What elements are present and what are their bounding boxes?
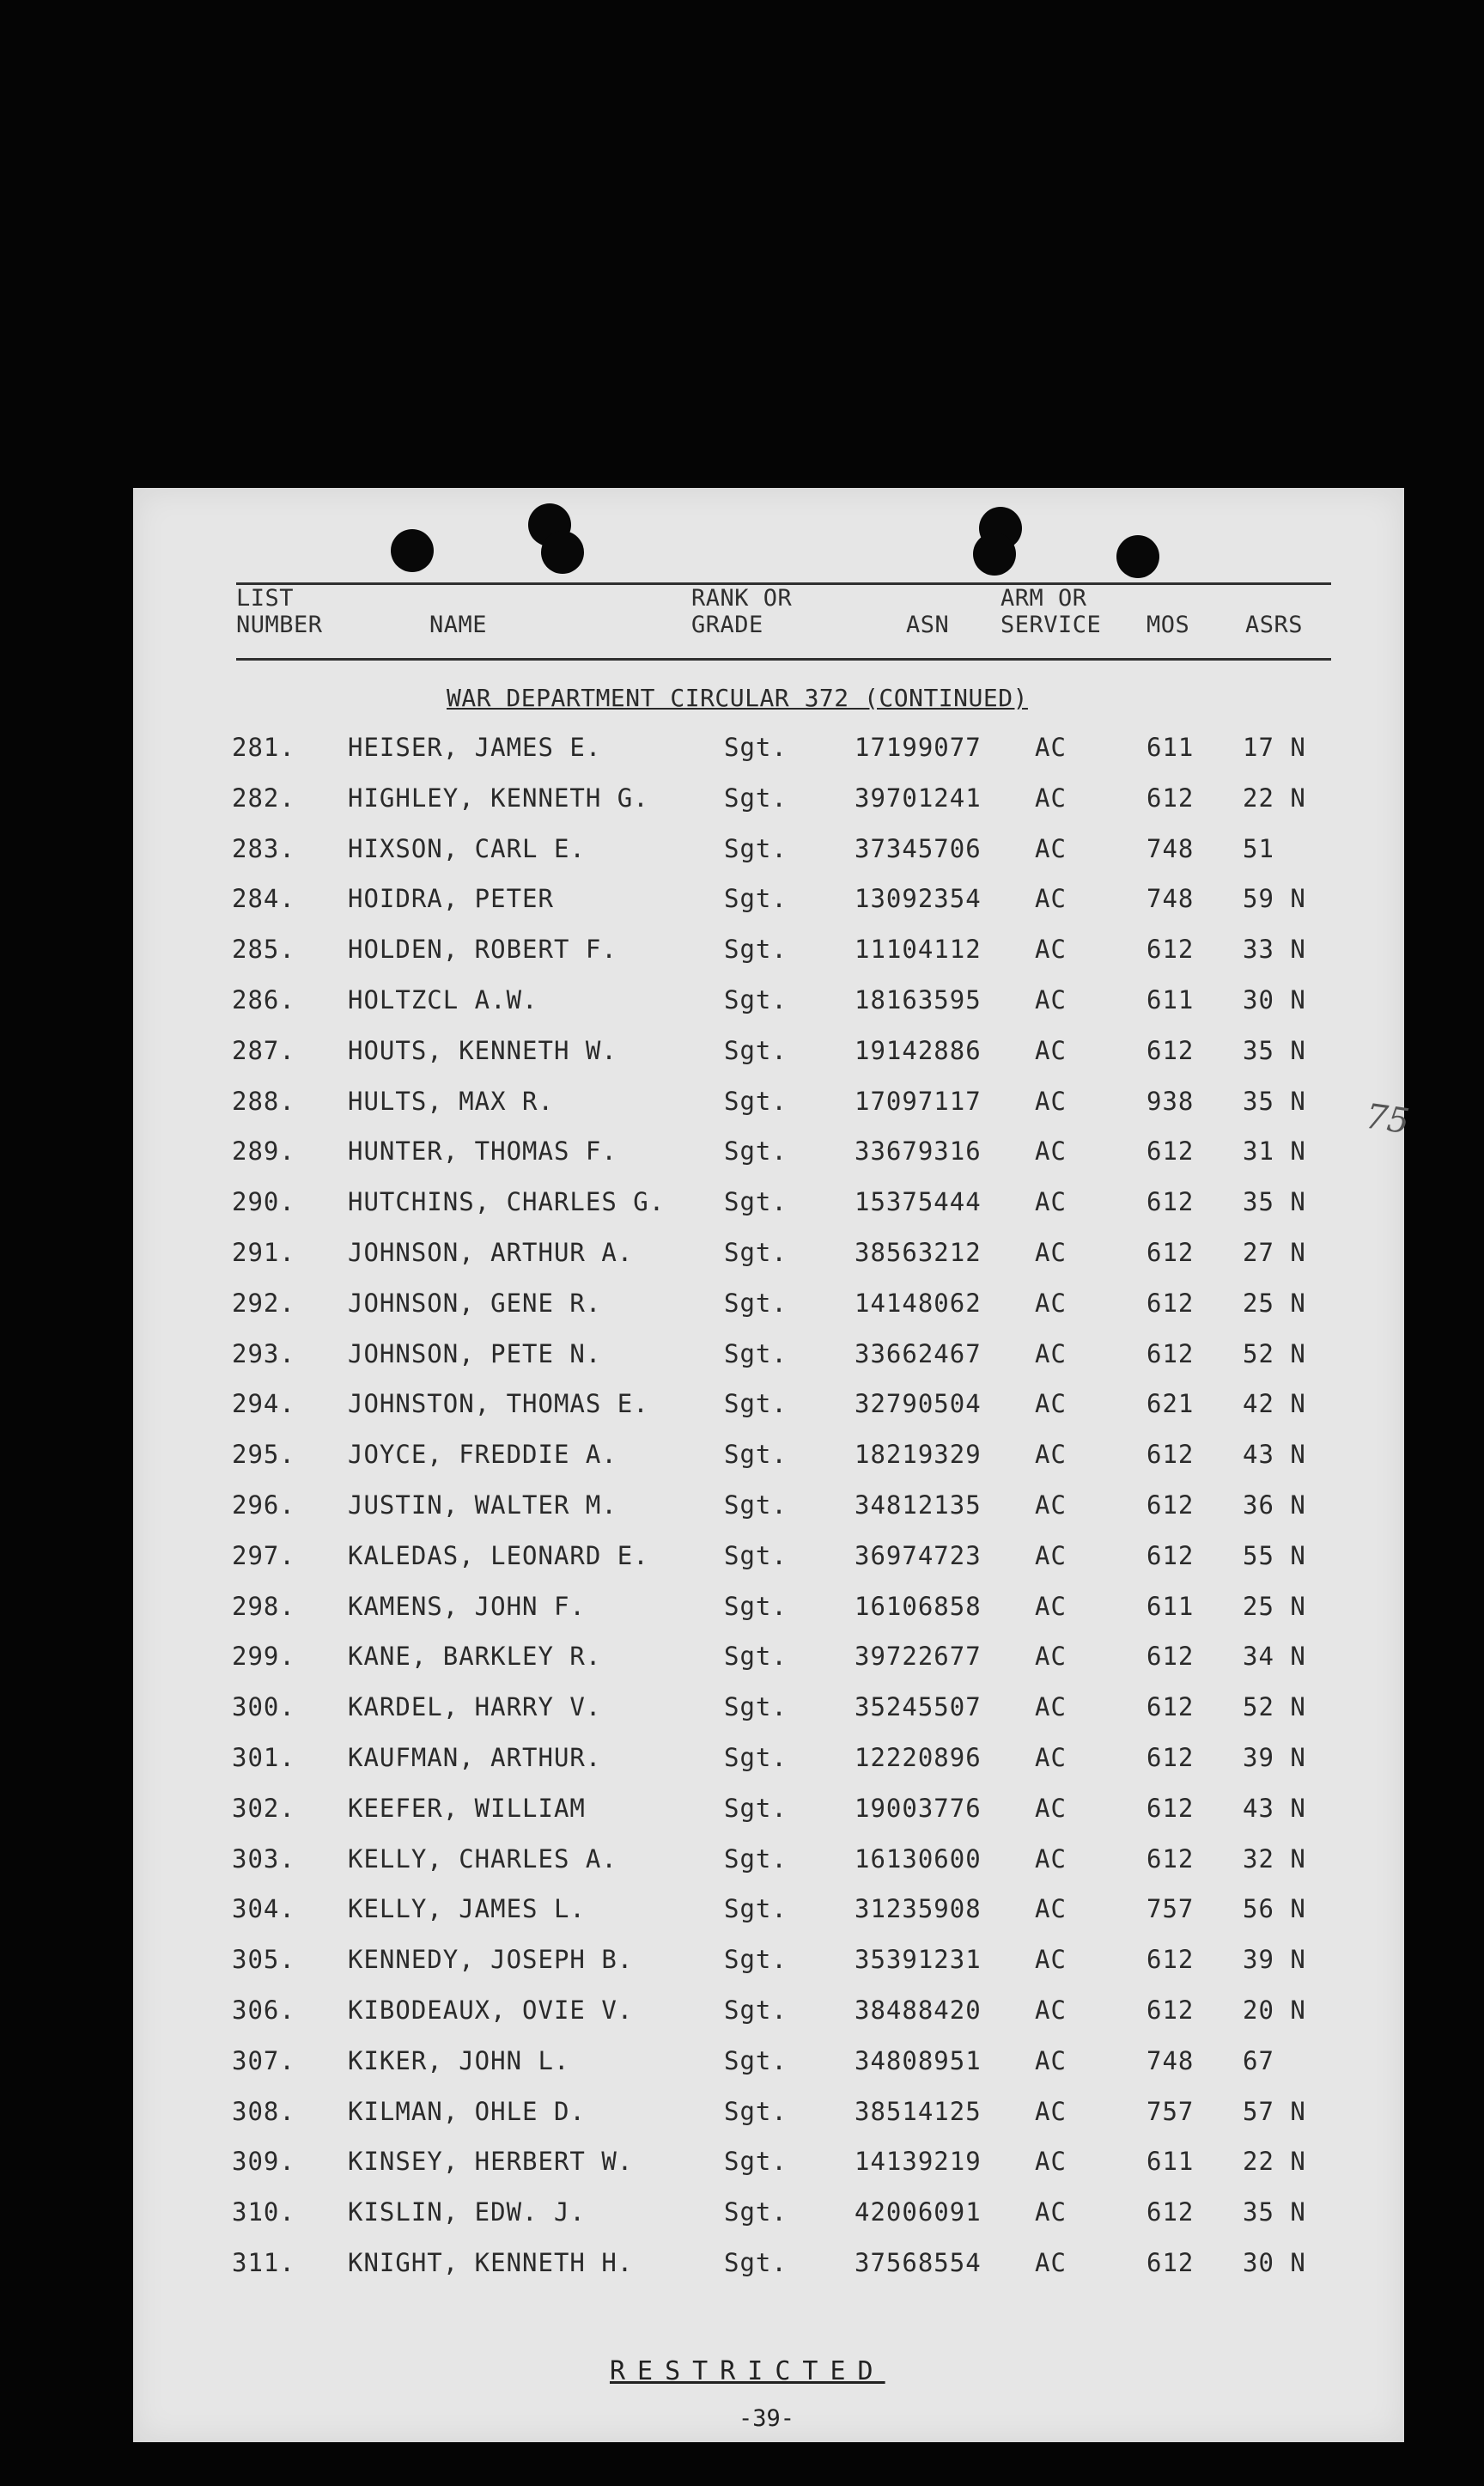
cell-num: 302. (232, 1794, 295, 1823)
cell-rank: Sgt. (724, 884, 788, 913)
cell-name: JUSTIN, WALTER M. (348, 1490, 617, 1520)
cell-asn: 32790504 (855, 1389, 982, 1418)
cell-arm: AC (1035, 834, 1067, 863)
cell-name: HIGHLEY, KENNETH G. (348, 783, 649, 813)
cell-name: HUNTER, THOMAS F. (348, 1136, 617, 1166)
cell-name: HEISER, JAMES E. (348, 733, 602, 762)
cell-rank: Sgt. (724, 1490, 788, 1520)
page-number: -39- (739, 2405, 795, 2432)
table-row (133, 935, 1404, 969)
table-row (133, 1642, 1404, 1676)
cell-mos: 748 (1146, 2046, 1195, 2075)
cell-name: KARDEL, HARRY V. (348, 1692, 602, 1721)
cell-asn: 39722677 (855, 1642, 982, 1671)
cell-asn: 18219329 (855, 1440, 982, 1469)
cell-num: 294. (232, 1389, 295, 1418)
cell-asn: 16130600 (855, 1844, 982, 1874)
cell-asrs: 30 N (1243, 985, 1306, 1015)
cell-rank: Sgt. (724, 1844, 788, 1874)
cell-asn: 42006091 (855, 2197, 982, 2227)
cell-rank: Sgt. (724, 1894, 788, 1923)
cell-asrs: 55 N (1243, 1541, 1306, 1570)
cell-arm: AC (1035, 884, 1067, 913)
cell-asn: 35245507 (855, 1692, 982, 1721)
cell-asrs: 43 N (1243, 1440, 1306, 1469)
cell-arm: AC (1035, 1136, 1067, 1166)
cell-arm: AC (1035, 783, 1067, 813)
table-row (133, 1289, 1404, 1323)
table-row (133, 1844, 1404, 1879)
cell-mos: 612 (1146, 783, 1195, 813)
cell-mos: 612 (1146, 1238, 1195, 1267)
document-subtitle: WAR DEPARTMENT CIRCULAR 372 (CONTINUED) (447, 684, 1028, 712)
cell-mos: 612 (1146, 1036, 1195, 1065)
cell-rank: Sgt. (724, 1996, 788, 2025)
cell-num: 303. (232, 1844, 295, 1874)
table-row (133, 1238, 1404, 1272)
cell-asn: 14139219 (855, 2147, 982, 2176)
cell-arm: AC (1035, 1238, 1067, 1267)
cell-name: HIXSON, CARL E. (348, 834, 586, 863)
cell-asn: 38514125 (855, 2097, 982, 2126)
cell-name: HOLTZCL A.W. (348, 985, 538, 1015)
cell-asrs: 35 N (1243, 1187, 1306, 1216)
cell-name: JOYCE, FREDDIE A. (348, 1440, 617, 1469)
table-row (133, 834, 1404, 868)
cell-rank: Sgt. (724, 1389, 788, 1418)
cell-num: 297. (232, 1541, 295, 1570)
cell-rank: Sgt. (724, 1642, 788, 1671)
table-row (133, 2197, 1404, 2232)
cell-mos: 612 (1146, 1339, 1195, 1368)
cell-num: 306. (232, 1996, 295, 2025)
cell-rank: Sgt. (724, 985, 788, 1015)
header-bottom-rule (236, 658, 1331, 661)
cell-mos: 612 (1146, 1692, 1195, 1721)
cell-rank: Sgt. (724, 2147, 788, 2176)
cell-asrs: 35 N (1243, 1087, 1306, 1116)
cell-mos: 612 (1146, 935, 1195, 964)
table-row (133, 783, 1404, 818)
cell-asn: 35391231 (855, 1945, 982, 1974)
document-page (133, 488, 1412, 2442)
cell-arm: AC (1035, 1592, 1067, 1621)
cell-arm: AC (1035, 1339, 1067, 1368)
cell-name: JOHNSON, GENE R. (348, 1289, 602, 1318)
restricted-label: RESTRICTED (610, 2356, 885, 2386)
cell-asrs: 25 N (1243, 1592, 1306, 1621)
handwritten-margin-note: 75 (1363, 1096, 1412, 1142)
cell-rank: Sgt. (724, 1238, 788, 1267)
cell-num: 281. (232, 733, 295, 762)
table-row (133, 1187, 1404, 1222)
cell-mos: 748 (1146, 884, 1195, 913)
cell-rank: Sgt. (724, 2248, 788, 2277)
cell-asn: 34808951 (855, 2046, 982, 2075)
cell-rank: Sgt. (724, 1945, 788, 1974)
cell-num: 282. (232, 783, 295, 813)
cell-rank: Sgt. (724, 1692, 788, 1721)
cell-mos: 748 (1146, 834, 1195, 863)
cell-name: KINSEY, HERBERT W. (348, 2147, 634, 2176)
table-row (133, 1136, 1404, 1171)
cell-mos: 612 (1146, 1996, 1195, 2025)
cell-num: 288. (232, 1087, 295, 1116)
cell-asn: 17199077 (855, 733, 982, 762)
cell-name: KIBODEAUX, OVIE V. (348, 1996, 634, 2025)
cell-asn: 34812135 (855, 1490, 982, 1520)
cell-name: HULTS, MAX R. (348, 1087, 554, 1116)
cell-asn: 37345706 (855, 834, 982, 863)
header-mos: MOS (1146, 612, 1190, 638)
cell-mos: 612 (1146, 1541, 1195, 1570)
cell-mos: 612 (1146, 1440, 1195, 1469)
header-name: NAME (429, 612, 488, 638)
cell-arm: AC (1035, 1642, 1067, 1671)
header-asrs: ASRS (1245, 612, 1304, 638)
cell-mos: 612 (1146, 1794, 1195, 1823)
cell-name: KAMENS, JOHN F. (348, 1592, 586, 1621)
cell-name: JOHNSON, ARTHUR A. (348, 1238, 634, 1267)
cell-name: KANE, BARKLEY R. (348, 1642, 602, 1671)
cell-asrs: 43 N (1243, 1794, 1306, 1823)
header-rank: RANK OR GRADE (691, 585, 793, 638)
cell-mos: 621 (1146, 1389, 1195, 1418)
cell-name: KILMAN, OHLE D. (348, 2097, 586, 2126)
cell-mos: 612 (1146, 1844, 1195, 1874)
table-row (133, 1440, 1404, 1474)
table-row (133, 1087, 1404, 1121)
cell-asn: 17097117 (855, 1087, 982, 1116)
cell-asrs: 22 N (1243, 2147, 1306, 2176)
cell-asrs: 52 N (1243, 1339, 1306, 1368)
table-row (133, 1036, 1404, 1070)
cell-num: 289. (232, 1136, 295, 1166)
table-row (133, 1339, 1404, 1374)
table-row (133, 884, 1404, 918)
cell-asrs: 22 N (1243, 783, 1306, 813)
cell-arm: AC (1035, 1794, 1067, 1823)
cell-arm: AC (1035, 1844, 1067, 1874)
cell-arm: AC (1035, 2248, 1067, 2277)
cell-asn: 14148062 (855, 1289, 982, 1318)
cell-num: 310. (232, 2197, 295, 2227)
cell-arm: AC (1035, 1087, 1067, 1116)
table-row (133, 1389, 1404, 1423)
cell-asrs: 42 N (1243, 1389, 1306, 1418)
cell-arm: AC (1035, 2046, 1067, 2075)
cell-asrs: 31 N (1243, 1136, 1306, 1166)
table-row (133, 2046, 1404, 2081)
header-arm: ARM OR SERVICE (1000, 585, 1102, 638)
cell-arm: AC (1035, 1996, 1067, 2025)
cell-num: 304. (232, 1894, 295, 1923)
cell-rank: Sgt. (724, 935, 788, 964)
cell-num: 286. (232, 985, 295, 1015)
cell-asrs: 30 N (1243, 2248, 1306, 2277)
cell-arm: AC (1035, 2097, 1067, 2126)
cell-num: 311. (232, 2248, 295, 2277)
cell-mos: 612 (1146, 1289, 1195, 1318)
cell-mos: 938 (1146, 1087, 1195, 1116)
cell-mos: 757 (1146, 2097, 1195, 2126)
cell-asn: 36974723 (855, 1541, 982, 1570)
header-list-number: LIST NUMBER (236, 585, 323, 638)
cell-arm: AC (1035, 1187, 1067, 1216)
cell-mos: 612 (1146, 2197, 1195, 2227)
cell-arm: AC (1035, 2147, 1067, 2176)
cell-arm: AC (1035, 985, 1067, 1015)
cell-asn: 33662467 (855, 1339, 982, 1368)
table-row (133, 1945, 1404, 1979)
cell-asn: 38563212 (855, 1238, 982, 1267)
table-row (133, 2097, 1404, 2131)
cell-arm: AC (1035, 1692, 1067, 1721)
cell-rank: Sgt. (724, 1136, 788, 1166)
cell-asrs: 39 N (1243, 1945, 1306, 1974)
cell-arm: AC (1035, 1743, 1067, 1772)
cell-rank: Sgt. (724, 2046, 788, 2075)
cell-arm: AC (1035, 1440, 1067, 1469)
cell-name: HOIDRA, PETER (348, 884, 554, 913)
cell-arm: AC (1035, 1541, 1067, 1570)
cell-num: 309. (232, 2147, 295, 2176)
cell-mos: 612 (1146, 1642, 1195, 1671)
cell-mos: 612 (1146, 1136, 1195, 1166)
cell-asrs: 52 N (1243, 1692, 1306, 1721)
cell-asrs: 39 N (1243, 1743, 1306, 1772)
cell-name: KIKER, JOHN L. (348, 2046, 570, 2075)
cell-asn: 37568554 (855, 2248, 982, 2277)
punch-hole (1116, 535, 1159, 578)
cell-asrs: 27 N (1243, 1238, 1306, 1267)
cell-name: KEEFER, WILLIAM (348, 1794, 586, 1823)
cell-asrs: 35 N (1243, 1036, 1306, 1065)
cell-mos: 612 (1146, 1945, 1195, 1974)
cell-num: 293. (232, 1339, 295, 1368)
table-row (133, 1541, 1404, 1575)
cell-asrs: 35 N (1243, 2197, 1306, 2227)
cell-asrs: 51 (1243, 834, 1274, 863)
cell-rank: Sgt. (724, 783, 788, 813)
cell-asn: 12220896 (855, 1743, 982, 1772)
cell-mos: 612 (1146, 1187, 1195, 1216)
header-asn: ASN (906, 612, 950, 638)
cell-rank: Sgt. (724, 1592, 788, 1621)
cell-name: KELLY, CHARLES A. (348, 1844, 617, 1874)
punch-hole (973, 533, 1016, 576)
cell-rank: Sgt. (724, 1743, 788, 1772)
cell-asn: 39701241 (855, 783, 982, 813)
cell-rank: Sgt. (724, 1036, 788, 1065)
table-row (133, 733, 1404, 767)
cell-asn: 19142886 (855, 1036, 982, 1065)
cell-num: 295. (232, 1440, 295, 1469)
cell-mos: 611 (1146, 985, 1195, 1015)
cell-rank: Sgt. (724, 1794, 788, 1823)
cell-name: JOHNSON, PETE N. (348, 1339, 602, 1368)
cell-asn: 31235908 (855, 1894, 982, 1923)
cell-rank: Sgt. (724, 2197, 788, 2227)
cell-rank: Sgt. (724, 1440, 788, 1469)
cell-arm: AC (1035, 1894, 1067, 1923)
cell-arm: AC (1035, 1389, 1067, 1418)
cell-num: 292. (232, 1289, 295, 1318)
cell-num: 287. (232, 1036, 295, 1065)
cell-num: 291. (232, 1238, 295, 1267)
cell-name: HOUTS, KENNETH W. (348, 1036, 617, 1065)
cell-mos: 612 (1146, 1743, 1195, 1772)
cell-asrs: 59 N (1243, 884, 1306, 913)
cell-num: 299. (232, 1642, 295, 1671)
cell-arm: AC (1035, 935, 1067, 964)
cell-rank: Sgt. (724, 1289, 788, 1318)
cell-num: 305. (232, 1945, 295, 1974)
table-row (133, 2248, 1404, 2282)
table-row (133, 1894, 1404, 1928)
cell-mos: 612 (1146, 1490, 1195, 1520)
cell-name: KNIGHT, KENNETH H. (348, 2248, 634, 2277)
cell-num: 308. (232, 2097, 295, 2126)
cell-mos: 611 (1146, 1592, 1195, 1621)
table-row (133, 1592, 1404, 1626)
table-row (133, 1794, 1404, 1828)
cell-name: KISLIN, EDW. J. (348, 2197, 586, 2227)
cell-asrs: 32 N (1243, 1844, 1306, 1874)
cell-name: HUTCHINS, CHARLES G. (348, 1187, 666, 1216)
table-row (133, 985, 1404, 1020)
cell-name: KENNEDY, JOSEPH B. (348, 1945, 634, 1974)
cell-num: 283. (232, 834, 295, 863)
cell-rank: Sgt. (724, 2097, 788, 2126)
cell-asn: 13092354 (855, 884, 982, 913)
cell-asrs: 33 N (1243, 935, 1306, 964)
cell-name: JOHNSTON, THOMAS E. (348, 1389, 649, 1418)
cell-arm: AC (1035, 733, 1067, 762)
cell-mos: 611 (1146, 733, 1195, 762)
cell-arm: AC (1035, 1945, 1067, 1974)
cell-asn: 15375444 (855, 1187, 982, 1216)
cell-rank: Sgt. (724, 1187, 788, 1216)
cell-mos: 757 (1146, 1894, 1195, 1923)
cell-asn: 16106858 (855, 1592, 982, 1621)
cell-rank: Sgt. (724, 1541, 788, 1570)
cell-arm: AC (1035, 2197, 1067, 2227)
cell-rank: Sgt. (724, 834, 788, 863)
table-row (133, 1490, 1404, 1525)
cell-asrs: 34 N (1243, 1642, 1306, 1671)
cell-mos: 612 (1146, 2248, 1195, 2277)
cell-arm: AC (1035, 1036, 1067, 1065)
cell-num: 285. (232, 935, 295, 964)
cell-name: KELLY, JAMES L. (348, 1894, 586, 1923)
cell-num: 307. (232, 2046, 295, 2075)
cell-asn: 11104112 (855, 935, 982, 964)
table-row (133, 2147, 1404, 2181)
cell-asrs: 20 N (1243, 1996, 1306, 2025)
cell-asrs: 17 N (1243, 733, 1306, 762)
table-row (133, 1743, 1404, 1777)
cell-asrs: 25 N (1243, 1289, 1306, 1318)
cell-num: 284. (232, 884, 295, 913)
cell-name: HOLDEN, ROBERT F. (348, 935, 617, 964)
cell-num: 298. (232, 1592, 295, 1621)
cell-name: KAUFMAN, ARTHUR. (348, 1743, 602, 1772)
table-row (133, 1692, 1404, 1727)
cell-asn: 19003776 (855, 1794, 982, 1823)
cell-asrs: 56 N (1243, 1894, 1306, 1923)
punch-hole (391, 529, 434, 572)
cell-asn: 33679316 (855, 1136, 982, 1166)
cell-asn: 38488420 (855, 1996, 982, 2025)
cell-arm: AC (1035, 1289, 1067, 1318)
cell-asrs: 36 N (1243, 1490, 1306, 1520)
cell-num: 300. (232, 1692, 295, 1721)
cell-asn: 18163595 (855, 985, 982, 1015)
table-row (133, 1996, 1404, 2030)
cell-name: KALEDAS, LEONARD E. (348, 1541, 649, 1570)
cell-rank: Sgt. (724, 733, 788, 762)
cell-num: 290. (232, 1187, 295, 1216)
cell-num: 301. (232, 1743, 295, 1772)
cell-asrs: 57 N (1243, 2097, 1306, 2126)
cell-num: 296. (232, 1490, 295, 1520)
cell-rank: Sgt. (724, 1087, 788, 1116)
cell-arm: AC (1035, 1490, 1067, 1520)
cell-asrs: 67 (1243, 2046, 1274, 2075)
punch-hole (541, 531, 584, 574)
cell-mos: 611 (1146, 2147, 1195, 2176)
cell-rank: Sgt. (724, 1339, 788, 1368)
